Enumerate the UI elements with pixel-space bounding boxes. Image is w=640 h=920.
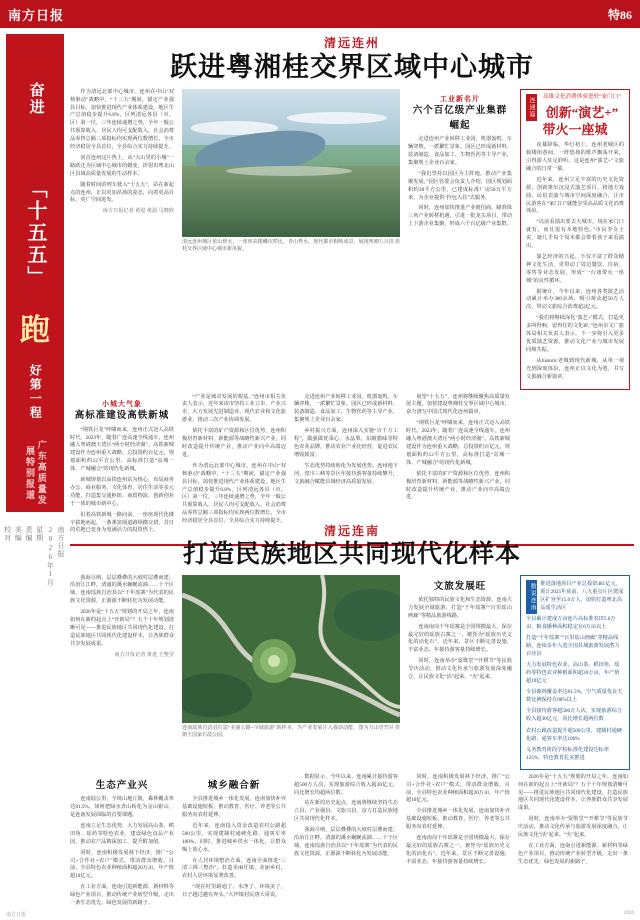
paragraph: 我海尽纳，层层叠叠的大坡村层叠而建；沿冶江江畔，清澈的溪水蜿蜒流淌……十个区域，连南瑶族自治县以“千年瑶寨”为代表的民族文化资源，正源源不断转化为发展动能。 — [70, 574, 174, 605]
paragraph: 依托丰富的矿产资源和区位优势，连州积极培育新材料、新能源等战略性新兴产业，同时改造提升传统产业，推动产业向中高端迈进。 — [406, 470, 510, 501]
article1-lower-spacer — [518, 394, 628, 539]
data-item: 推进落地项目产业总投资481亿元，预计2025年底前，八大重点片区建成区扩容至15.6万人，加快打造粤北高品质生活区 — [540, 580, 624, 611]
paragraph: “产业是城市发展的根基。”连州市相关负责人表示，近年来该市坚持工业立市、产业兴市，大力发展先进制造业、现代农业和文化旅游业，推动三次产业协调发展。 — [182, 393, 286, 424]
paragraph: 乡村振兴方面，连州深入实施“百千万工程”，做强做优菜心、水晶梨、东陂腊味等特色农业品牌，推动农业产业化经营，促进农民增收致富。 — [294, 428, 398, 458]
article2-lower-col-1 — [70, 774, 174, 911]
paragraph: 2026年是“十五五”规划的开局之年，连南如何在新的起点上“开新局”？五个十年规划清晰可见——推进民族地区共同现代化建设，打造民族地区共同现代化建设样本，让各族群众共享发展成果。 — [70, 609, 174, 647]
paragraph: 作为清远北部中心城市，连州在中山“双核驱动”战略中，“十三五”期间，锚定产业强县目标，加快推进现代产业体系建设，地区生产总值稳步提升6.8%，区列清远各县（市、区）第一位，三年连续递增之势，全年一般公共预算收入、居民人均可支配收入、社会消费品零售总额三项指标均实现两位数增长，全市经济稳居全县首位，全县综合实力持续提升。 — [70, 88, 174, 151]
paragraph: 连南南岗千年瑶寨是全国规模最大、保存最完好的瑶族古寨之一，被誉为“瑶族历史文化的活化石”。近年来，景区不断完善设施、丰富业态，年接待游客量持续增长。 — [408, 623, 512, 654]
sidebar-kicker: 高维文化消费体验进驻“家门口” — [543, 93, 621, 100]
sidebar-title-1: 创新“演艺+” — [545, 104, 619, 120]
footer-right: 2026 — [624, 911, 634, 916]
article2-photo-credit: 曾梵昇 摄 — [378, 725, 400, 731]
paragraph: 连南陆公里，全境山地丘陵，森林覆盖率达81.5%。如何把绿水青山转化为金山银山，是连南发展面临的首要课题。 — [70, 796, 174, 818]
paragraph: 同时，连南举办“耍歌堂”“开耕节”等民族节庆活动，推动文化传承与旅游发展深度融合，让民族文化“活”起来、“火”起来。 — [408, 658, 512, 681]
banner-line2: 「十五五」 — [24, 178, 46, 288]
article1-photo-block — [182, 89, 400, 390]
issue-number: 特86 — [607, 7, 632, 22]
data-item: 全县累计建成万亩连片高标准农田5.6万亩，粮食播种面积稳定在6万亩以上 — [526, 615, 616, 630]
article2-sidebar — [520, 575, 630, 770]
data-item: 农村公路改造提升超500公里，建制村通硬化路、通客车率达100% — [526, 727, 622, 742]
side-strip-item: 校对 — [3, 526, 12, 542]
page-body — [0, 28, 640, 920]
article1-photo-credit: 五良摄 摄 — [378, 239, 400, 245]
article2-photo-caption — [182, 725, 400, 739]
paragraph: 近年来，连南投入资金改造农村公路超500公里，实现建制村通硬化路、通客车率100%。同时，推进城乡供水一体化，让群众喝上放心水。 — [182, 822, 286, 853]
article1-sub-2 — [70, 399, 174, 424]
masthead — [0, 0, 640, 28]
article1-lower-col-3 — [294, 394, 398, 539]
subhead-main: 文旅发展旺 — [433, 581, 487, 592]
paragraph: 在人居环境整治方面，连南全面推进“三清三拆三整治”，打造美丽圩镇、美丽乡村，农村人居环境显著改善。 — [182, 857, 286, 880]
subhead-main: 城乡融合新 — [207, 780, 261, 791]
side-strip-item: 2026年1月 — [46, 526, 55, 587]
paragraph: 全县推进城乡一体化发展，连南加快补齐基础设施短板，推动教育、医疗、养老等公共服务向农村延伸。 — [182, 796, 286, 818]
photo-cityscape — [182, 166, 400, 237]
lianzhou-performance-box — [520, 89, 630, 390]
paragraph: “钢铁巨龙”呼啸而来，连州正式迈入高铁时代。2023年，随着广连高速全线通车，连州融入粤港澳大湾区“两小时经济圈”。高铁新城建设作为连州重大战略，总投资约百亿元，规划面积约12平方公里，高标准打造“站城一体、产城融合”的现代化新城。 — [70, 426, 174, 473]
caption-text: 连南瑶族自治县打造“美丽公路+全域旅游”新样本，为产业发展注入强劲动能。图为万山朝王国家石漠公园。 — [182, 725, 379, 738]
article1-lower-col-1 — [70, 394, 174, 539]
sidebar-tag: 数说连南 — [526, 580, 537, 614]
subhead-main: 生态产业兴 — [95, 780, 149, 791]
article1-sub-1 — [408, 94, 512, 134]
article2-sub-1 — [70, 779, 174, 793]
sidebar-title-2: 带火一座城 — [542, 121, 608, 137]
paragraph: 在工业方面，连南引进新能源、新材料等绿色产业项目，推动传统产业转型升级，走出一条生态优先、绿色发展的新路子。 — [70, 884, 174, 907]
paragraph: 同时，连南积极发展林下经济，推广“公司+合作社+农户”模式，带动群众增收。目前，全县特色农业种植面积超20万亩，年产值超10亿元。 — [70, 849, 174, 880]
liannan-data-box — [520, 575, 630, 770]
sidebar-tag: 连通篇 — [526, 94, 537, 121]
paragraph: 生态优势持续转化为发展优势。连州地下河、湟川三峡等景区年接待游客量持续攀升，文旅融合赋能县域经济高质量发展。 — [294, 462, 398, 485]
paragraph: 依托独特的民族文化和生态资源，连南大力发展全域旅游，打造“千年瑶寨”“百里瑶山画廊”等精品旅游线路。 — [408, 596, 512, 619]
left-campaign-banner — [6, 34, 64, 512]
newspaper-logo: 南方日报 — [8, 7, 65, 23]
article1-headline: 跃进粤湘桂交界区域中心城市 — [170, 52, 534, 82]
article-lianzhou — [70, 34, 634, 550]
paragraph: 走进连州产业转移工业园，机器轰鸣、车辆穿梭，一派繁忙景象。园区已形成新材料、装备制造、食品加工、生物医药等主导产业，集聚规上企业百余家。 — [408, 136, 512, 166]
liannan-forest-photo — [182, 575, 400, 723]
side-strip-item: 南方日报 — [57, 526, 65, 558]
paragraph: 回首连州这片热土，从“大山里的小城”一路跃迁为区域中心城市的嬗变，折射出粤北山区县域高质量发展的生动样本。 — [70, 154, 174, 177]
side-strip-item: 美编 — [14, 526, 23, 542]
banner-line4: 广东高质量发展特别报道 — [25, 440, 47, 506]
paragraph: 同时，连南积极发展林下经济，推广“公司+合作社+农户”模式，带动群众增收。目前，全县特色农业种植面积超20万亩，年产值超10亿元。 — [406, 773, 510, 804]
lianzhou-city-photo — [182, 89, 400, 237]
article2-lower-col-5 — [518, 774, 628, 911]
data-item: 大力发展特色农业，高山茶、稻田鱼、瑶药等特色农业种植面积超20万亩，年产值超10亿元 — [526, 662, 620, 685]
article2-headline: 打造民族地区共同现代化样本 — [182, 541, 521, 568]
article1-kicker: 清远连州 — [323, 36, 380, 50]
paragraph: 从historic老城到现代新城，从单一观光到深度体验，连州正以文化为笔，书写文旅融合新篇章。 — [526, 357, 624, 380]
paragraph: “以前看演出要去大城市，现在家门口就有，而且很有本地特色。”市民李女士说，她几乎每个周末都会带着孩子来看演出。 — [526, 219, 624, 250]
data-item: 全县森林覆盖率达81.5%，空气质量优良天数比例保持在98%以上 — [526, 689, 623, 704]
footer-left: 南方日报 — [6, 913, 27, 918]
paragraph: 夜幕降临，华灯初上。连州老城区的骑楼街巷间，一阵悠扬的歌声飘荡开来，引得游人驻足聆听。这是连州“演艺+”文旅融合的日常一幕。 — [526, 142, 624, 172]
paragraph: 据统计，今年以来，连州各类演艺活动累计举办300余场，吸引观众超50万人次，带动文旅综合消费超2亿元。 — [526, 288, 624, 311]
paragraph: 近年来，连州立足丰富的历史文化资源，创新推出沉浸式演艺项目，将地方戏曲、民俗表演与城市空间深度融合，让市民游客在“家门口”就能享受高品质文化消费体验。 — [526, 176, 624, 215]
paragraph: 展望“十五五”，连州将继续聚焦高质量发展主题，加快建设粤湘桂交界区域中心城市，奋力谱写中国式现代化连州篇章。 — [406, 393, 510, 416]
article2-lower-col-4 — [406, 774, 510, 911]
paragraph: “现在村里路通了、水净了、环境美了，日子越过越有奔头。”大坪镇村民唐大哥说。 — [182, 884, 286, 899]
side-strip-item: 责编 — [24, 526, 33, 542]
article1-lower-col-2 — [182, 394, 286, 539]
paragraph: 全县推进城乡一体化发展，连南加快补齐基础设施短板，推动教育、医疗、养老等公共服务向农村延伸。 — [406, 808, 510, 831]
paragraph: 连南立足生态优势，大力发展高山茶、稻田鱼、瑶药等特色农业，建设绿色食品产业园，推动农产品精深加工，提升附加值。 — [70, 822, 174, 845]
banner-line3: 好第一程 — [28, 364, 43, 420]
subhead-kicker: 工业新名片 — [440, 94, 480, 103]
article1-photo-caption — [182, 239, 400, 253]
paragraph: 同时，连南举办“耍歌堂”“开耕节”等民族节庆活动，推动文化传承与旅游发展深度融合，让民族文化“活”起来、“火”起来。 — [518, 816, 628, 839]
data-item: 全县接待游客超500万人次，实现旅游综合收入超30亿元，同比增长超两位数 — [526, 708, 622, 723]
caption-text: 清远连州城区依山傍水，一座座高楼鳞次栉比，青山秀水、现代都市相映成景，展现粤湘桂交界区域中心城市新风貌。 — [182, 239, 379, 252]
data-item: 义务教育阶段学校标准化建设达标率125%，特色教育扎实推进 — [526, 746, 610, 761]
paragraph: 依托丰富的矿产资源和区位优势，连州积极培育新材料、新能源等战略性新兴产业，同时改造提升传统产业，推动产业向中高端迈进。 — [182, 428, 286, 458]
paragraph: 走进连州产业转移工业园，机器轰鸣、车辆穿梭，一派繁忙景象。园区已形成新材料、装备制造、食品加工、生物医药等主导产业，集聚规上企业百余家。 — [294, 393, 398, 424]
paragraph: 沿着高铁新城一路向前，一座座现代化楼宇拔地而起，一条条宽阔道路纵横交错，昔日的荒地已变身为充满活力的投资热土。 — [70, 511, 174, 534]
article1-sidebar — [520, 89, 630, 390]
article2-sub-2 — [182, 779, 286, 793]
article1-lower-col-4 — [406, 394, 510, 539]
paragraph: “钢铁巨龙”呼啸而来，连州正式迈入高铁时代。2023年，随着广连高速全线通车，连州融入粤港澳大湾区“两小时经济圈”。高铁新城建设作为连州重大战略，总投资约百亿元，规划面积约12平方公里，高标准打造“站城一体、产城融合”的现代化新城。 — [406, 420, 510, 466]
paragraph: 2026年是“十五五”规划的开局之年，连南如何在新的起点上“开新局”？五个十年规划清晰可见——推进民族地区共同现代化建设，打造民族地区共同现代化建设样本，让各族群众共享发展成果。 — [518, 773, 628, 812]
side-strip-item: 星期 — [35, 526, 44, 542]
article2-kicker: 清远连南 — [323, 524, 380, 538]
paragraph: “我们坚持以园区为主阵地，推动产业集聚发展。”园区管委会负责人介绍，园区规划面积约20平方公里，已建成标准厂房50万平方米，为企业提供“拎包入住”式服务。 — [408, 170, 512, 201]
article2-sub-3 — [408, 580, 512, 594]
subhead-main: 高标准建设高铁新城 — [74, 411, 170, 422]
article1-byline: 南方日报记者 黄进 黄温 马晓欣 — [102, 208, 174, 215]
paragraph: 随着时间的列车驶入“十五五”，站在新起点的连州，正以更加昂扬的姿态，向着更高目标、更广空间进发。 — [70, 181, 174, 204]
article2-lower-col-2 — [182, 774, 286, 911]
paragraph: 作为清远北部中心城市，连州在中山“双核驱动”战略中，“十三五”期间，锚定产业强县目标，加快推进现代产业体系建设，地区生产总值稳步提升6.8%，区列清远各县（市、区）第一位，三年连续递增之势，全年一般公共预算收入、居民人均可支配收入、社会消费品零售总额三项指标均实现两位数增长，全市经济稳居全县首位，全县综合实力持续提升。 — [182, 462, 286, 525]
paragraph: “我们将继续深化‘演艺+’模式，打造更多叫得响、留得住的文化IP。”连州市文广旅体局相关负责人表示，下一步将引入更多优质演艺资源，推动文化产业与城市发展同频共振。 — [526, 315, 624, 353]
data-item: 打造“千年瑶寨”“百里瑶山画廊”等精品线路，连续多年入选全国县域旅游发展潜力百佳县 — [526, 634, 620, 657]
paragraph: 站在新的历史起点，连南将继续坚持生态立县、产业强县、文旅兴县，奋力打造民族地区共同现代化样本。 — [294, 800, 398, 823]
article2-photo-block — [182, 575, 400, 770]
paragraph: 数据显示，今年以来，连南累计接待游客超500万人次，实现旅游综合收入超30亿元，同比增长均超两位数。 — [294, 773, 398, 796]
banner-line1: 奋进 — [27, 82, 44, 116]
paragraph: 我海尽纳，层层叠叠的大坡村层叠而建；沿冶江江畔，清澈的溪水蜿蜒流淌……十个区域，连南瑶族自治县以“千年瑶寨”为代表的民族文化资源，正源源不断转化为发展动能。 — [294, 827, 398, 857]
paragraph: 同时，连州加快推进产业链招商，瞄准珠三角产业转移机遇，引进一批龙头项目，带动上下游企业集聚，形成六个百亿级产业集群。 — [408, 205, 512, 228]
subhead-kicker: 小城大气象 — [102, 399, 142, 408]
article2-lower-col-3 — [294, 774, 398, 911]
banner-run-char: 跑 — [20, 314, 50, 347]
article1-col-1 — [70, 89, 174, 390]
photo-road-svg — [182, 575, 400, 723]
article2-byline: 南方日报记者 黄进 王整莹 — [114, 651, 174, 658]
subhead-main: 六个百亿级产业集群崛起 — [412, 106, 508, 131]
page-footer — [6, 911, 634, 918]
article2-col-1 — [70, 575, 174, 770]
article-liannan — [70, 522, 634, 911]
photo-cloud — [226, 166, 352, 176]
paragraph: 演艺经济的兴起，不仅丰富了群众精神文化生活，更带动了周边餐饮、住宿、零售等业态发展，形成“一台戏带火一座城”的良性循环。 — [526, 253, 624, 284]
side-strip — [3, 520, 65, 914]
article2-col-4 — [408, 575, 512, 770]
paragraph: 连南南岗千年瑶寨是全国规模最大、保存最完好的瑶族古寨之一，被誉为“瑶族历史文化的活化石”。近年来，景区不断完善设施、丰富业态，年接待游客量持续增长。 — [406, 835, 510, 865]
paragraph: 在工业方面，连南引进新能源、新材料等绿色产业项目，推动传统产业转型升级，走出一条生态优先、绿色发展的新路子。 — [518, 843, 628, 865]
article1-col-4 — [408, 89, 512, 390]
paragraph: 新城规划以高铁连州站为核心，布局商务办公、商业服务、文化体育、居住生活等多元功能，打造集交通枢纽、商贸物流、创新创业于一体的城市新中心。 — [70, 477, 174, 507]
